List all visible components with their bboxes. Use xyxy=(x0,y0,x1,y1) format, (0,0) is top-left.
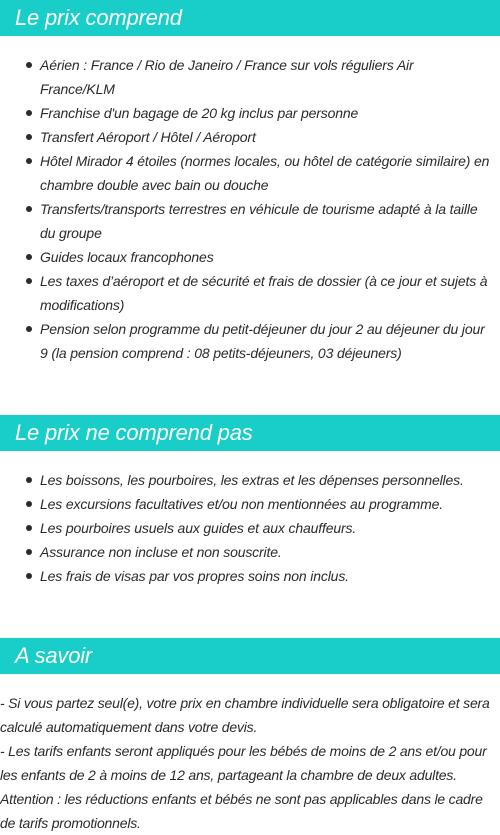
list-item: Aérien : France / Rio de Janeiro / France sur vols réguliers Air France/KLM xyxy=(0,53,500,101)
note-paragraph: - Si vous partez seul(e), votre prix en chambre individuelle sera obligatoire et sera calculé automatiquement dans votre devis. xyxy=(0,695,490,735)
list-item: Les taxes d’aéroport et de sécurité et frais de dossier (à ce jour et sujets à modifications) xyxy=(0,269,500,317)
list-item: Guides locaux francophones xyxy=(0,245,500,269)
notes-block xyxy=(0,691,500,835)
list-item: Les excursions facultatives et/ou non mentionnées au programme. xyxy=(0,492,500,516)
excluded-list xyxy=(0,468,500,588)
list-item: Transferts/transports terrestres en véhicule de tourisme adapté à la taille du groupe xyxy=(0,197,500,245)
list-item: Franchise d'un bagage de 20 kg inclus par personne xyxy=(0,101,500,125)
list-item: Les boissons, les pourboires, les extras et les dépenses personnelles. xyxy=(0,468,500,492)
note-paragraph: Attention : les réductions enfants et bébés ne sont pas applicables dans le cadre de tarifs promotionnels. xyxy=(0,791,483,831)
notes-section-title: A savoir xyxy=(0,638,500,674)
note-paragraph: - Les tarifs enfants seront appliqués pour les bébés de moins de 2 ans et/ou pour les enfants de 2 à moins de 12 ans, partageant la chambre de deux adultes. xyxy=(0,743,487,783)
list-item: Les frais de visas par vos propres soins non inclus. xyxy=(0,564,500,588)
list-item: Les pourboires usuels aux guides et aux chauffeurs. xyxy=(0,516,500,540)
list-item: Transfert Aéroport / Hôtel / Aéroport xyxy=(0,125,500,149)
included-list xyxy=(0,53,500,365)
excluded-section-title: Le prix ne comprend pas xyxy=(0,415,500,451)
included-section-title: Le prix comprend xyxy=(0,0,500,36)
list-item: Pension selon programme du petit-déjeuner du jour 2 au déjeuner du jour 9 (la pension comprend : 08 petits-déjeuners, 03 déjeuners) xyxy=(0,317,500,365)
list-item: Assurance non incluse et non souscrite. xyxy=(0,540,500,564)
list-item: Hôtel Mirador 4 étoiles (normes locales, ou hôtel de catégorie similaire) en chambre double avec bain ou douche xyxy=(0,149,500,197)
